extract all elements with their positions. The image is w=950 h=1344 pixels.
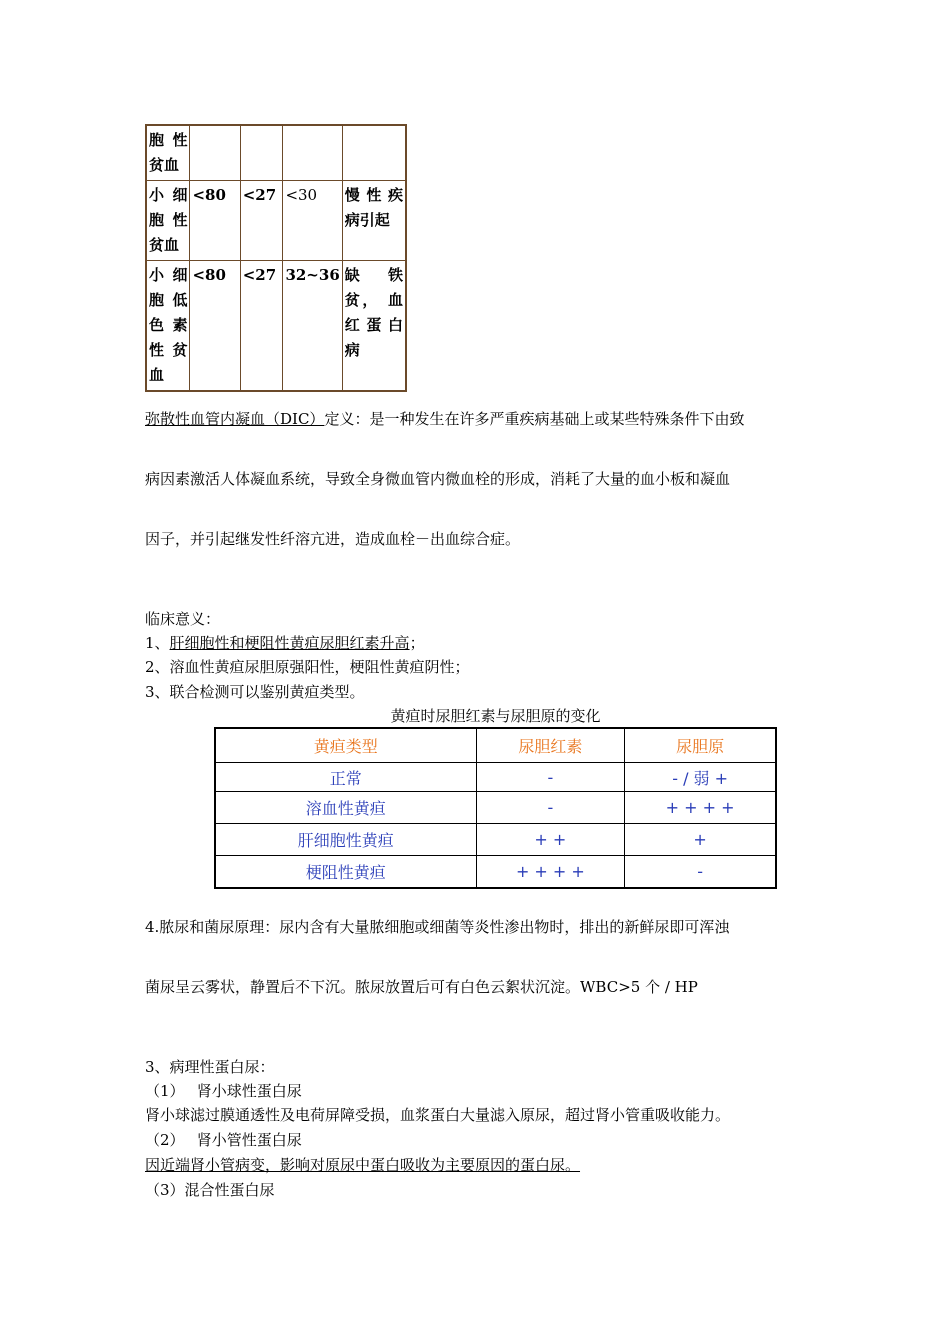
jaundice-header-type: 黄疸类型 <box>215 728 476 763</box>
mcv-cell: <80 <box>190 181 240 261</box>
anemia-type-line: 胞 性 <box>149 131 188 149</box>
proteinuria-sub-2-desc: 因近端肾小管病变，影响对原尿中蛋白吸收为主要原因的蛋白尿。 <box>145 1156 581 1174</box>
mchc-cell: <30 <box>283 181 342 261</box>
anemia-type-line: 色 素 <box>149 316 188 334</box>
table-row <box>146 261 406 392</box>
dic-definition-line-2: 病因素激活人体凝血系统，导致全身微血管内微血栓的形成，消耗了大量的血小板和凝血 <box>145 470 731 488</box>
anemia-cause-line: 慢 性 疾 <box>344 186 403 204</box>
proteinuria-sub-2: （2） 肾小管性蛋白尿 <box>145 1131 302 1149</box>
clinical-item-1-number: 1、 <box>145 634 170 652</box>
anemia-cause-line: 缺 铁 <box>344 266 403 284</box>
dic-definition-line-3: 因子，并引起继发性纤溶亢进，造成血栓－出血综合症。 <box>145 530 521 548</box>
clinical-item-1 <box>145 633 425 653</box>
jaundice-header-urobilinogen: 尿胆原 <box>625 728 776 763</box>
urobilinogen-cell: - <box>625 856 776 889</box>
jaundice-table-caption: 黄疸时尿胆红素与尿胆原的变化 <box>390 707 601 725</box>
table-row <box>215 763 776 792</box>
proteinuria-heading: 3、病理性蛋白尿： <box>145 1058 275 1076</box>
bilirubin-cell: - <box>476 792 625 824</box>
jaundice-type-cell: 肝细胞性黄疸 <box>215 824 476 856</box>
jaundice-type-cell: 梗阻性黄疸 <box>215 856 476 889</box>
anemia-type-line: 小 细 <box>149 266 188 284</box>
table-row <box>215 792 776 824</box>
clinical-heading: 临床意义： <box>145 610 221 628</box>
clinical-item-3: 3、联合检测可以鉴别黄疸类型。 <box>145 683 365 701</box>
jaundice-type-cell: 溶血性黄疸 <box>215 792 476 824</box>
urobilinogen-cell: - / 弱 + <box>625 763 776 792</box>
anemia-classification-table <box>145 124 407 392</box>
anemia-type-line: 血 <box>149 366 165 384</box>
anemia-cause-cell <box>342 261 406 392</box>
jaundice-table <box>214 727 777 889</box>
clinical-item-1-end: ； <box>409 634 425 652</box>
pyuria-line-1: 4.脓尿和菌尿原理：尿内含有大量脓细胞或细菌等炎性渗出物时，排出的新鲜尿即可浑浊 <box>145 918 730 936</box>
table-row <box>215 856 776 889</box>
table-row <box>146 181 406 261</box>
anemia-type-cell <box>146 181 190 261</box>
proteinuria-sub-1: （1） 肾小球性蛋白尿 <box>145 1082 302 1100</box>
mch-cell: <27 <box>240 261 283 392</box>
bilirubin-cell: + + + + <box>476 856 625 889</box>
anemia-type-cell <box>146 261 190 392</box>
anemia-type-cell <box>146 125 190 181</box>
anemia-type-line: 胞 性 <box>149 211 188 229</box>
anemia-type-line: 性 贫 <box>149 341 188 359</box>
bilirubin-cell: + + <box>476 824 625 856</box>
urobilinogen-cell: + + + + <box>625 792 776 824</box>
mch-cell: <27 <box>240 181 283 261</box>
dic-definition-line-1 <box>145 409 744 429</box>
mcv-cell <box>190 125 240 181</box>
clinical-item-1-text: 肝细胞性和梗阻性黄疸尿胆红素升高 <box>169 634 410 652</box>
mcv-cell: <80 <box>190 261 240 392</box>
clinical-item-2: 2、溶血性黄疸尿胆原强阳性，梗阻性黄疸阴性； <box>145 658 470 676</box>
jaundice-type-cell: 正常 <box>215 763 476 792</box>
mchc-cell: 32~36 <box>283 261 342 392</box>
anemia-cause-line: 贫， 血 <box>344 291 403 309</box>
anemia-cause-cell <box>342 125 406 181</box>
anemia-type-line: 贫血 <box>149 236 180 254</box>
mch-cell <box>240 125 283 181</box>
bilirubin-cell: - <box>476 763 625 792</box>
pyuria-line-2: 菌尿呈云雾状，静置后不下沉。脓尿放置后可有白色云絮状沉淀。WBC>5 个 / HP <box>145 978 698 996</box>
anemia-cause-line: 红 蛋 白 <box>344 316 403 334</box>
anemia-type-line: 小 细 <box>149 186 188 204</box>
dic-definition-text: 定义：是一种发生在许多严重疾病基础上或某些特殊条件下由致 <box>324 410 745 428</box>
dic-term: 弥散性血管内凝血（DIC） <box>145 410 325 428</box>
anemia-cause-line: 病引起 <box>344 211 390 229</box>
table-row <box>146 125 406 181</box>
anemia-type-line: 胞 低 <box>149 291 188 309</box>
mchc-cell <box>283 125 342 181</box>
proteinuria-sub-3: （3）混合性蛋白尿 <box>145 1181 275 1199</box>
anemia-cause-cell <box>342 181 406 261</box>
urobilinogen-cell: + <box>625 824 776 856</box>
table-row <box>215 824 776 856</box>
jaundice-header-bilirubin: 尿胆红素 <box>476 728 625 763</box>
proteinuria-sub-1-desc: 肾小球滤过膜通透性及电荷屏障受损，血浆蛋白大量滤入原尿，超过肾小管重吸收能力。 <box>145 1106 731 1124</box>
anemia-cause-line: 病 <box>344 341 360 359</box>
anemia-type-line: 贫血 <box>149 156 180 174</box>
